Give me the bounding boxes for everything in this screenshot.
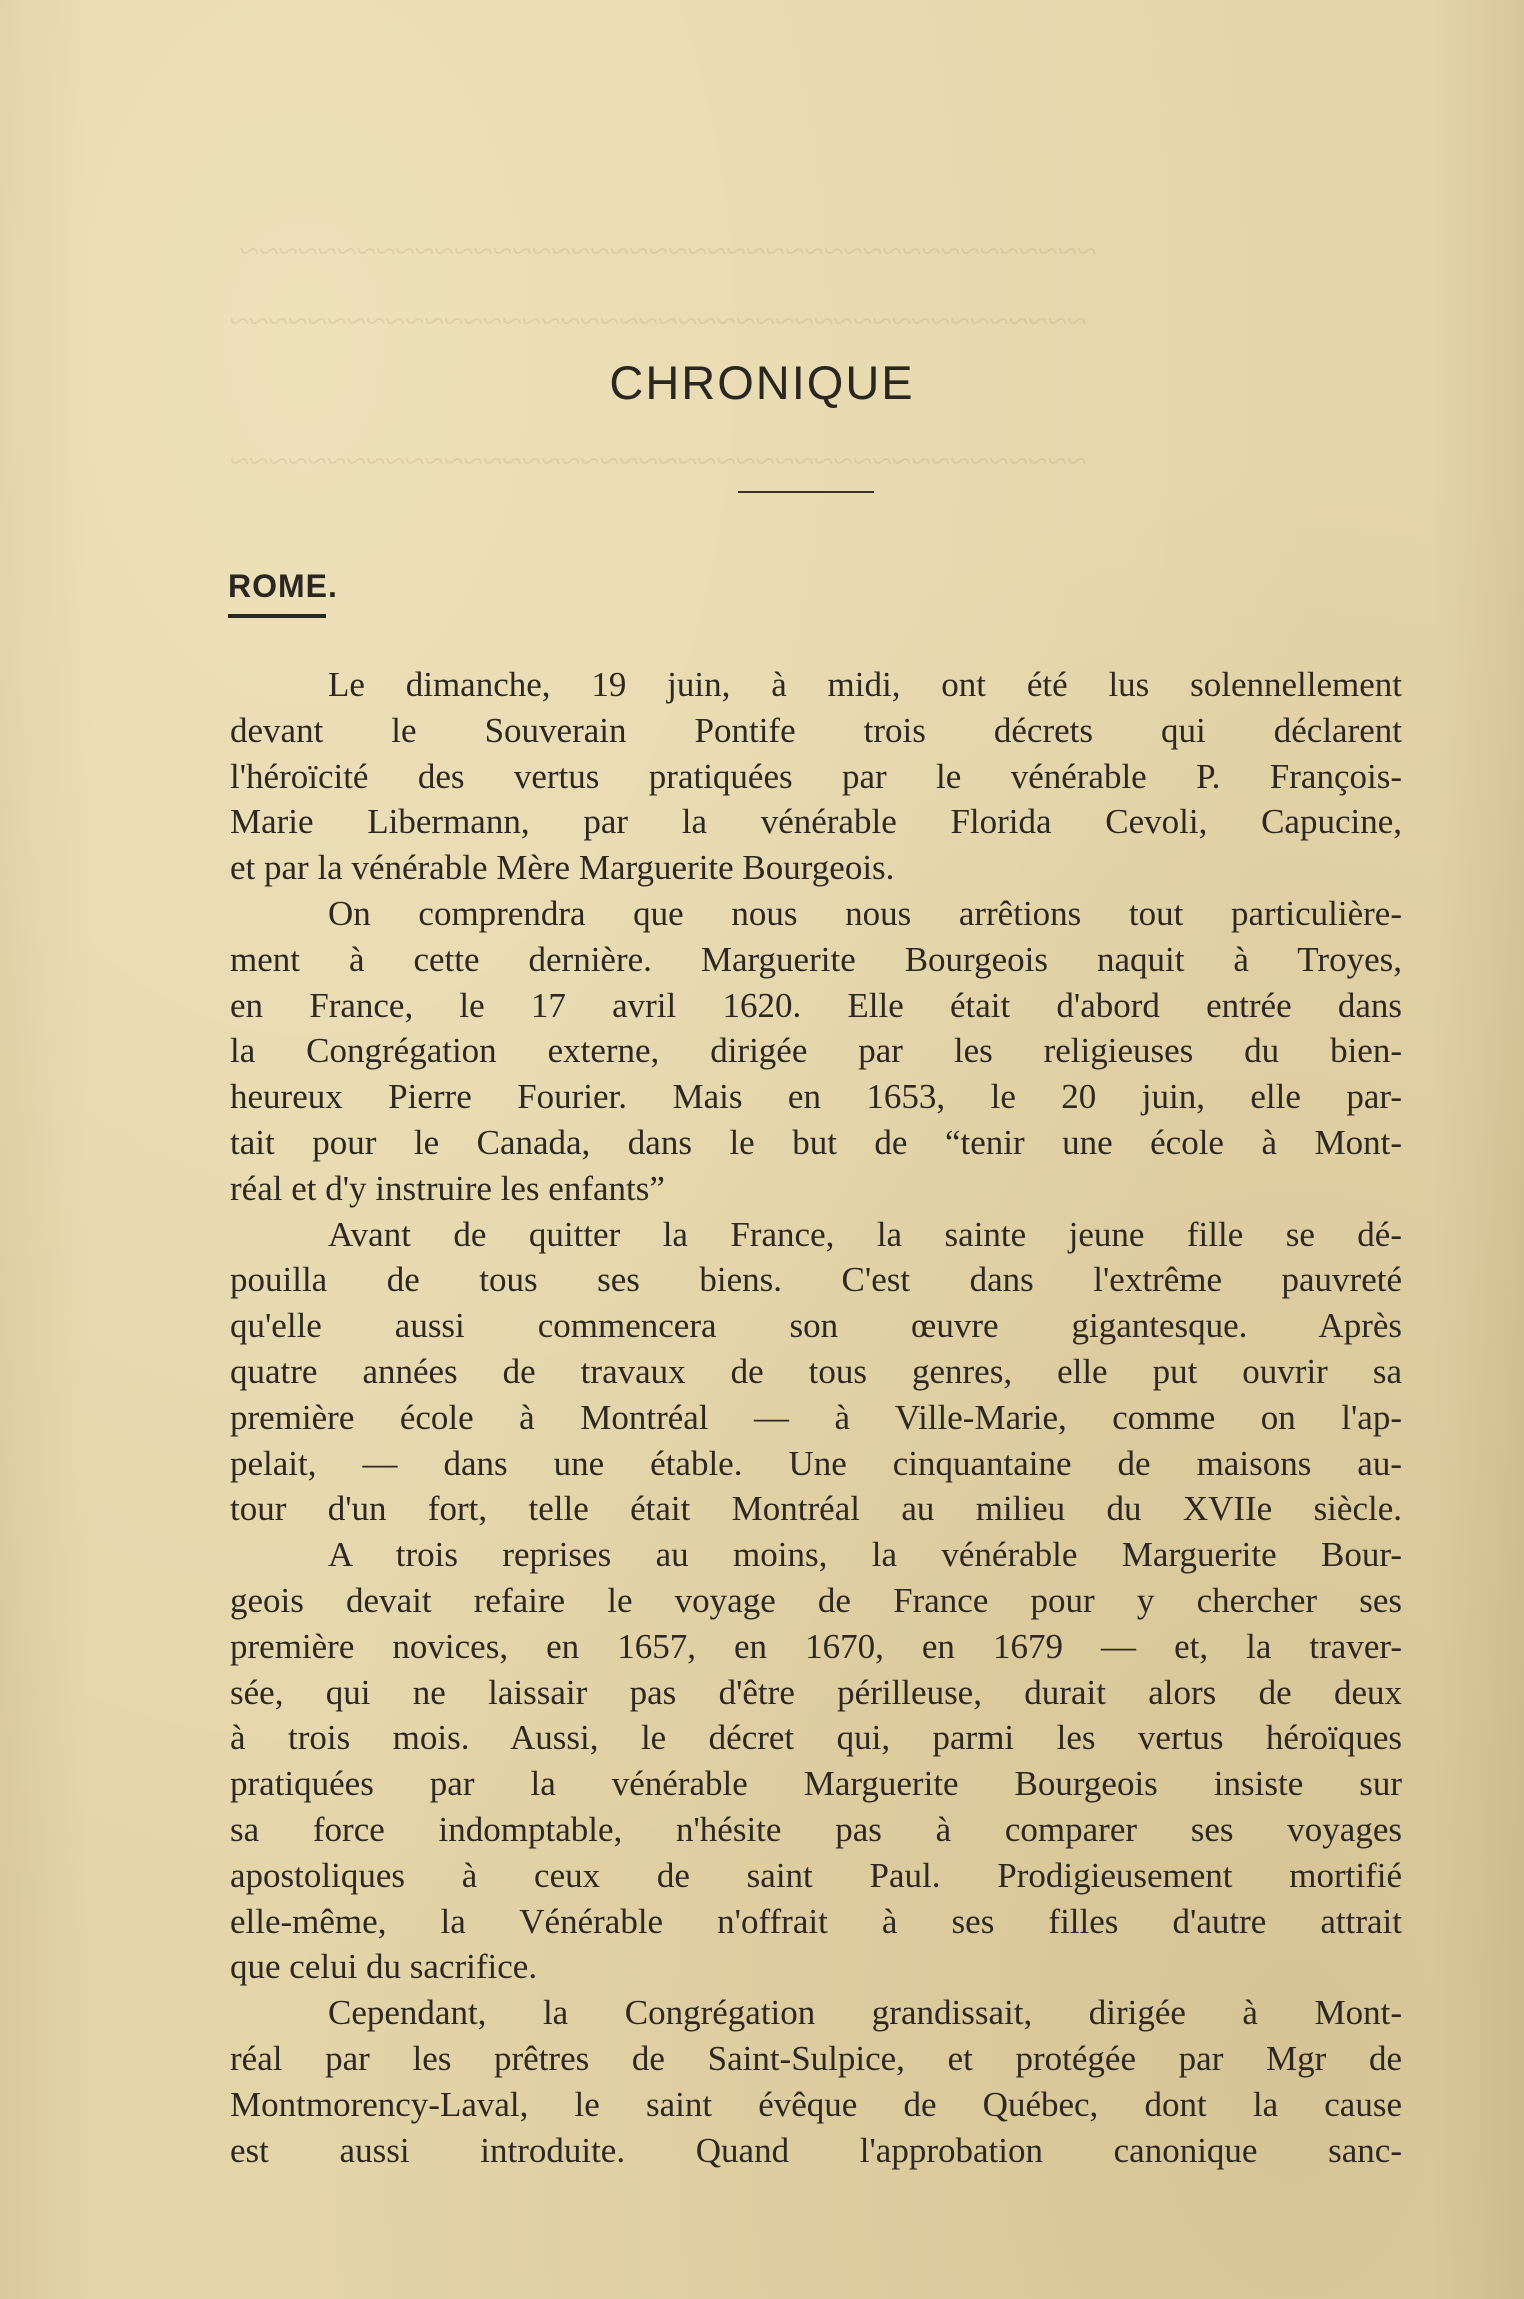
text-line: la Congrégation externe, dirigée par les religieuses du bien- <box>230 1031 1402 1071</box>
text-line: l'héroïcité des vertus pratiquées par le vénérable P. François- <box>230 756 1402 796</box>
text-line: en France, le 17 avril 1620. Elle était d'abord entrée dans <box>230 985 1402 1025</box>
text-line: tour d'un fort, telle était Montréal au milieu du XVIIe siècle. <box>230 1489 1402 1529</box>
text-line: apostoliques à ceux de saint Paul. Prodigieusement mortifié <box>230 1855 1402 1895</box>
text-line: A trois reprises au moins, la vénérable Marguerite Bour- <box>328 1535 1402 1575</box>
text-line: pelait, — dans une étable. Une cinquantaine de maisons au- <box>230 1443 1402 1483</box>
text-line: à trois mois. Aussi, le décret qui, parmi les vertus héroïques <box>230 1718 1402 1758</box>
text-line: Avant de quitter la France, la sainte jeune fille se dé- <box>328 1214 1402 1254</box>
text-line: sa force indomptable, n'hésite pas à comparer ses voyages <box>230 1809 1402 1849</box>
text-line: Marie Libermann, par la vénérable Florida Cevoli, Capucine, <box>230 802 1402 842</box>
text-line: heureux Pierre Fourier. Mais en 1653, le 20 juin, elle par- <box>230 1077 1402 1117</box>
text-line: tait pour le Canada, dans le but de “tenir une école à Mont- <box>230 1122 1402 1162</box>
text-line: pouilla de tous ses biens. C'est dans l'extrême pauvreté <box>230 1260 1402 1300</box>
text-line: première école à Montréal — à Ville-Marie, comme on l'ap- <box>230 1397 1402 1437</box>
text-line: réal par les prêtres de Saint-Sulpice, et protégée par Mgr de <box>230 2038 1402 2078</box>
text-line: qu'elle aussi commencera son œuvre gigantesque. Après <box>230 1306 1402 1346</box>
text-line: Montmorency-Laval, le saint évêque de Québec, dont la cause <box>230 2084 1402 2124</box>
section-heading: ROME. <box>228 568 338 604</box>
title-divider <box>738 491 874 493</box>
text-line: elle-même, la Vénérable n'offrait à ses filles d'autre attrait <box>230 1901 1402 1941</box>
section-underline <box>228 614 326 618</box>
text-line: devant le Souverain Pontife trois décrets qui déclarent <box>230 710 1402 750</box>
text-line: ment à cette dernière. Marguerite Bourgeois naquit à Troyes, <box>230 939 1402 979</box>
text-line: est aussi introduite. Quand l'approbation canonique sanc- <box>230 2130 1402 2170</box>
text-line: quatre années de travaux de tous genres, elle put ouvrir sa <box>230 1351 1402 1391</box>
text-line: Le dimanche, 19 juin, à midi, ont été lus solennellement <box>328 665 1402 704</box>
text-line: première novices, en 1657, en 1670, en 1679 — et, la traver- <box>230 1626 1402 1666</box>
text-line: et par la vénérable Mère Marguerite Bourgeois. <box>230 848 895 888</box>
chronicle-body <box>230 662 1402 2173</box>
text-line: geois devait refaire le voyage de France pour y chercher ses <box>230 1580 1402 1620</box>
text-line: On comprendra que nous nous arrêtions tout particulière- <box>328 893 1402 933</box>
text-line: sée, qui ne laissair pas d'être périlleuse, durait alors de deux <box>230 1672 1402 1712</box>
text-line: réal et d'y instruire les enfants” <box>230 1168 665 1208</box>
show-through-bleed: ~~~~~~~~~~~~~~~~~~~~~~~~~~~~~~~~~~~~~~~~~~~~ <box>230 441 1087 481</box>
show-through-bleed: ~~~~~~~~~~~~~~~~~~~~~~~~~~~~~~~~~~~~~~~~~~~~ <box>240 231 1097 271</box>
text-line: Cependant, la Congrégation grandissait, dirigée à Mont- <box>328 1993 1402 2033</box>
page-title: CHRONIQUE <box>609 356 915 409</box>
text-line: que celui du sacrifice. <box>230 1947 538 1987</box>
text-line: pratiquées par la vénérable Marguerite Bourgeois insiste sur <box>230 1764 1402 1804</box>
show-through-bleed: ~~~~~~~~~~~~~~~~~~~~~~~~~~~~~~~~~~~~~~~~~~~~ <box>230 301 1087 341</box>
